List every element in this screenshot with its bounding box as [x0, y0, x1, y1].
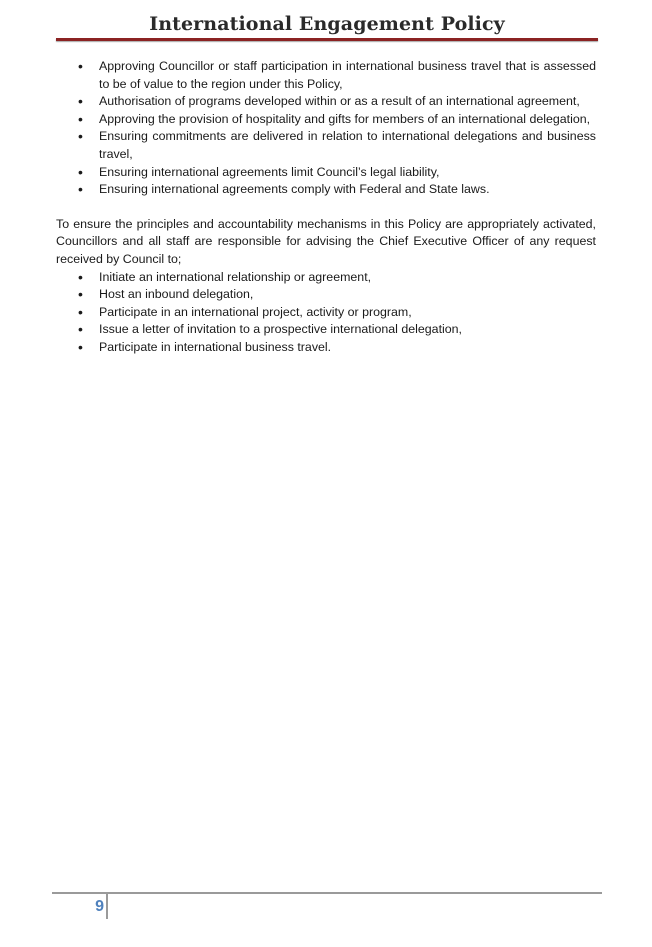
document-body — [56, 58, 596, 357]
bullet-icon: • — [78, 110, 83, 127]
list-item-text: Initiate an international relationship or agreement, — [99, 269, 372, 284]
list-item-text: Host an inbound delegation, — [99, 287, 254, 302]
bullet-icon: • — [78, 181, 83, 198]
request-list — [56, 269, 596, 357]
list-item-text: Issue a letter of invitation to a prospective international delegation, — [99, 322, 462, 337]
list-item — [56, 286, 596, 304]
bullet-icon: • — [78, 303, 83, 320]
list-item-text: Ensuring commitments are delivered in relation to international delegations and business travel, — [99, 129, 596, 161]
bullet-icon: • — [78, 128, 83, 145]
footer-rule — [52, 892, 602, 894]
page-number: 9 — [95, 898, 104, 915]
list-item-text: Approving Councillor or staff participation in international business travel that is assessed to be of value to the region under this Policy, — [99, 59, 596, 91]
list-item-text: Participate in international business travel. — [99, 339, 332, 354]
body-paragraph: To ensure the principles and accountability mechanisms in this Policy are appropriately activated, Councillors and all staff are responsible for advising the Chief Executive Officer of any request received by Council to; — [56, 216, 596, 266]
list-item-text: Ensuring international agreements comply with Federal and State laws. — [99, 182, 490, 197]
list-item — [56, 111, 596, 129]
page-header — [56, 12, 598, 36]
list-item — [56, 58, 596, 93]
list-item-text: Approving the provision of hospitality and gifts for members of an international delegation, — [99, 111, 591, 126]
list-item — [56, 181, 596, 199]
list-item — [56, 304, 596, 322]
list-item — [56, 128, 596, 163]
bullet-icon: • — [78, 93, 83, 110]
bullet-icon: • — [78, 268, 83, 285]
page-title: International Engagement Policy — [149, 13, 505, 35]
list-item — [56, 269, 596, 287]
list-item-text: Authorisation of programs developed within or as a result of an international agreement, — [99, 94, 580, 109]
page-number-divider — [106, 894, 108, 919]
bullet-icon: • — [78, 338, 83, 355]
list-item — [56, 93, 596, 111]
list-item — [56, 339, 596, 357]
list-item — [56, 321, 596, 339]
responsibilities-list — [56, 58, 596, 199]
bullet-icon: • — [78, 163, 83, 180]
bullet-icon: • — [78, 58, 83, 74]
bullet-icon: • — [78, 286, 83, 303]
list-item-text: Ensuring international agreements limit Council’s legal liability, — [99, 164, 440, 179]
header-rule — [56, 38, 598, 41]
bullet-icon: • — [78, 321, 83, 338]
list-item — [56, 164, 596, 182]
list-item-text: Participate in an international project, activity or program, — [99, 304, 412, 319]
